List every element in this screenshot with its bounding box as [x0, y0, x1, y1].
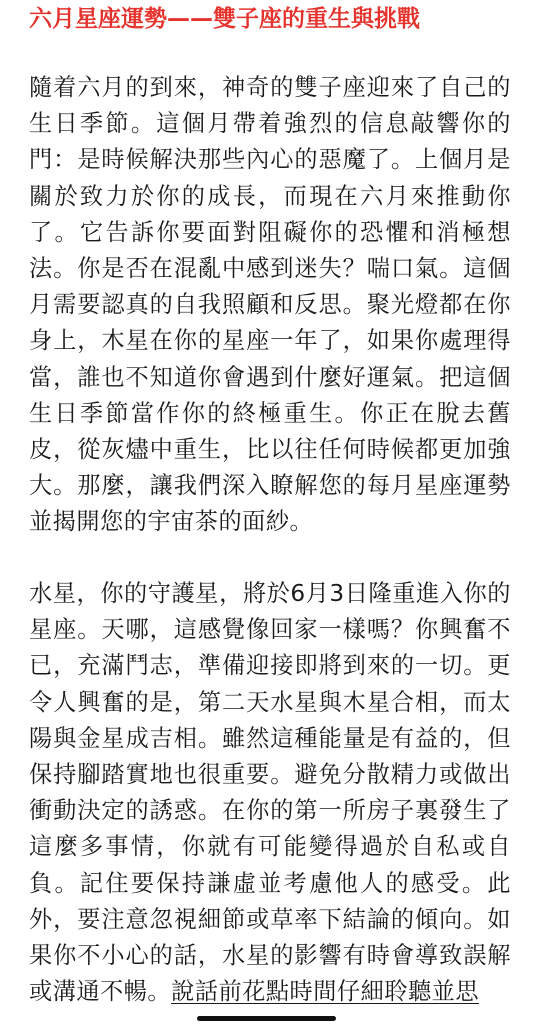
article-title: 六月星座運勢——雙子座的重生與挑戰 [29, 6, 420, 32]
article-paragraph-2 [29, 576, 511, 1010]
home-indicator[interactable] [197, 1016, 336, 1021]
article-paragraph-2-text: 水星，你的守護星，將於6月3日隆重進入你的星座。天哪，這感覺像回家一樣嗎？你興奮不已，充滿鬥志，準備迎接即將到來的一切。更令人興奮的是，第二天水星與木星合相，而太陽與金星成吉相。雖然這種能量是有益的，但保持腳踏實地也很重要。避免分散精力或做出衝動決定的誘惑。在你的第一所房子裏發生了這麼多事情，你就有可能變得過於自私或自負。記住要保持謙虛並考慮他人的感受。此外，要注意忽視細節或草率下結論的傾向。如果你不小心的話，水星的影響有時會導致誤解或溝通不暢。 [29, 580, 511, 1006]
article-paragraph-1: 隨着六月的到來，神奇的雙子座迎來了自己的生日季節。這個月帶着強烈的信息敲響你的門：是時候解決那些內心的惡魔了。上個月是關於致力於你的成長，而現在六月來推動你了。它告訴你要面對阻礙你的恐懼和消極想法。你是否在混亂中感到迷失？喘口氣。這個月需要認真的自我照顧和反思。聚光燈都在你身上，木星在你的星座一年了，如果你處理得當，誰也不知道你會遇到什麼好運氣。把這個生日季節當作你的終極重生。你正在脫去舊皮，從灰燼中重生，比以往任何時候都更加強大。那麼，讓我們深入瞭解您的每月星座運勢並揭開您的宇宙茶的面紗。 [29, 74, 511, 536]
article-paragraph-2-tail: 說話前花點時間仔細聆聽並思 [171, 978, 480, 1006]
